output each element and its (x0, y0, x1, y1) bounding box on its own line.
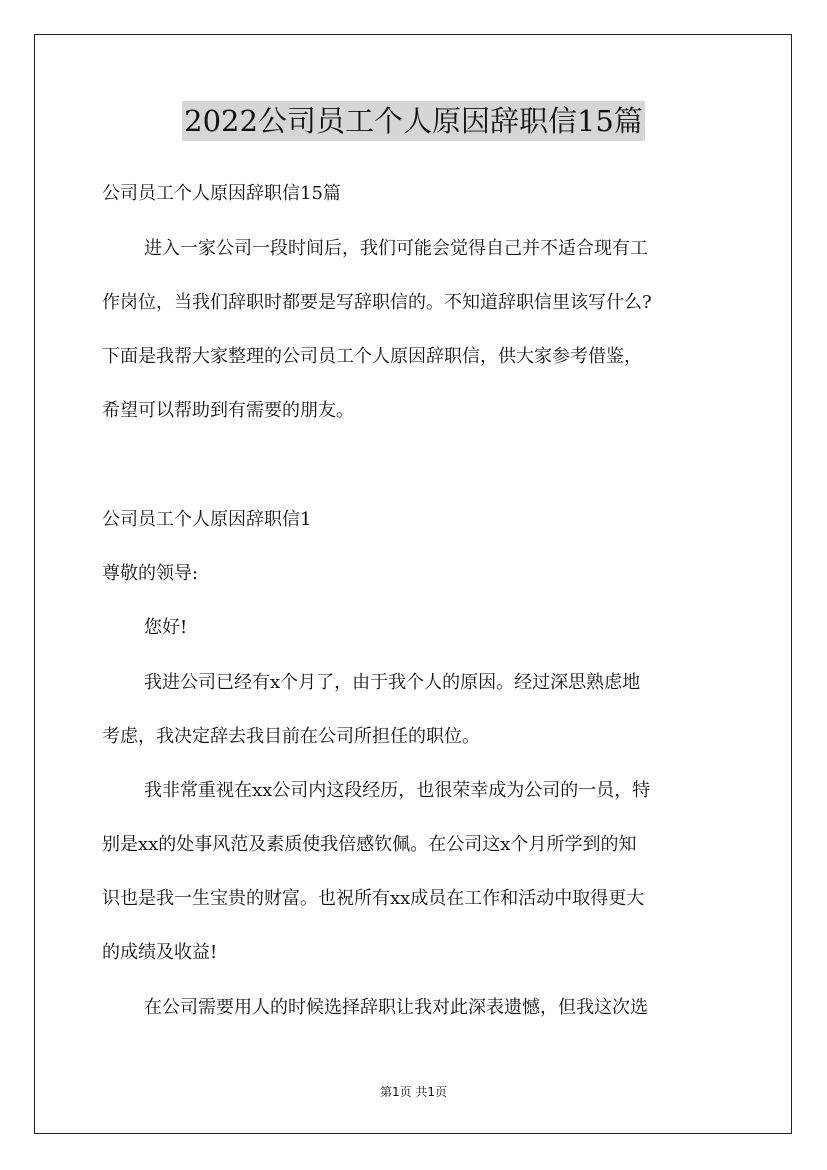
salutation: 尊敬的领导: (102, 563, 199, 584)
document-subtitle: 公司员工个人原因辞职信15篇 (102, 183, 341, 204)
body-line-3: 我非常重视在xx公司内这段经历，也很荣幸成为公司的一员，特 (144, 780, 651, 801)
intro-line-1: 进入一家公司一段时间后，我们可能会觉得自己并不适合现有工 (144, 238, 648, 259)
page-footer (0, 1084, 827, 1100)
intro-line-3: 下面是我帮大家整理的公司员工个人原因辞职信，供大家参考借鉴， (102, 346, 642, 367)
body-line-7: 在公司需要用人的时候选择辞职让我对此深表遗憾，但我这次选 (144, 997, 648, 1018)
title-container (0, 101, 827, 141)
page-number-label: 第1页 共1页 (379, 1085, 448, 1099)
body-line-2: 考虑，我决定辞去我目前在公司所担任的职位。 (102, 726, 480, 747)
document-title: 2022公司员工个人原因辞职信15篇 (182, 101, 645, 141)
body-line-5: 识也是我一生宝贵的财富。也祝所有xx成员在工作和活动中取得更大 (102, 888, 645, 909)
intro-line-2: 作岗位，当我们辞职时都要是写辞职信的。不知道辞职信里该写什么? (102, 292, 652, 313)
greeting: 您好! (144, 617, 188, 638)
body-line-4: 别是xx的处事风范及素质使我倍感钦佩。在公司这x个月所学到的知 (102, 834, 637, 855)
body-line-1: 我进公司已经有x个月了，由于我个人的原因。经过深思熟虑地 (144, 672, 641, 693)
section-heading: 公司员工个人原因辞职信1 (102, 509, 312, 530)
body-line-6: 的成绩及收益! (102, 942, 218, 963)
intro-line-4: 希望可以帮助到有需要的朋友。 (102, 400, 354, 421)
